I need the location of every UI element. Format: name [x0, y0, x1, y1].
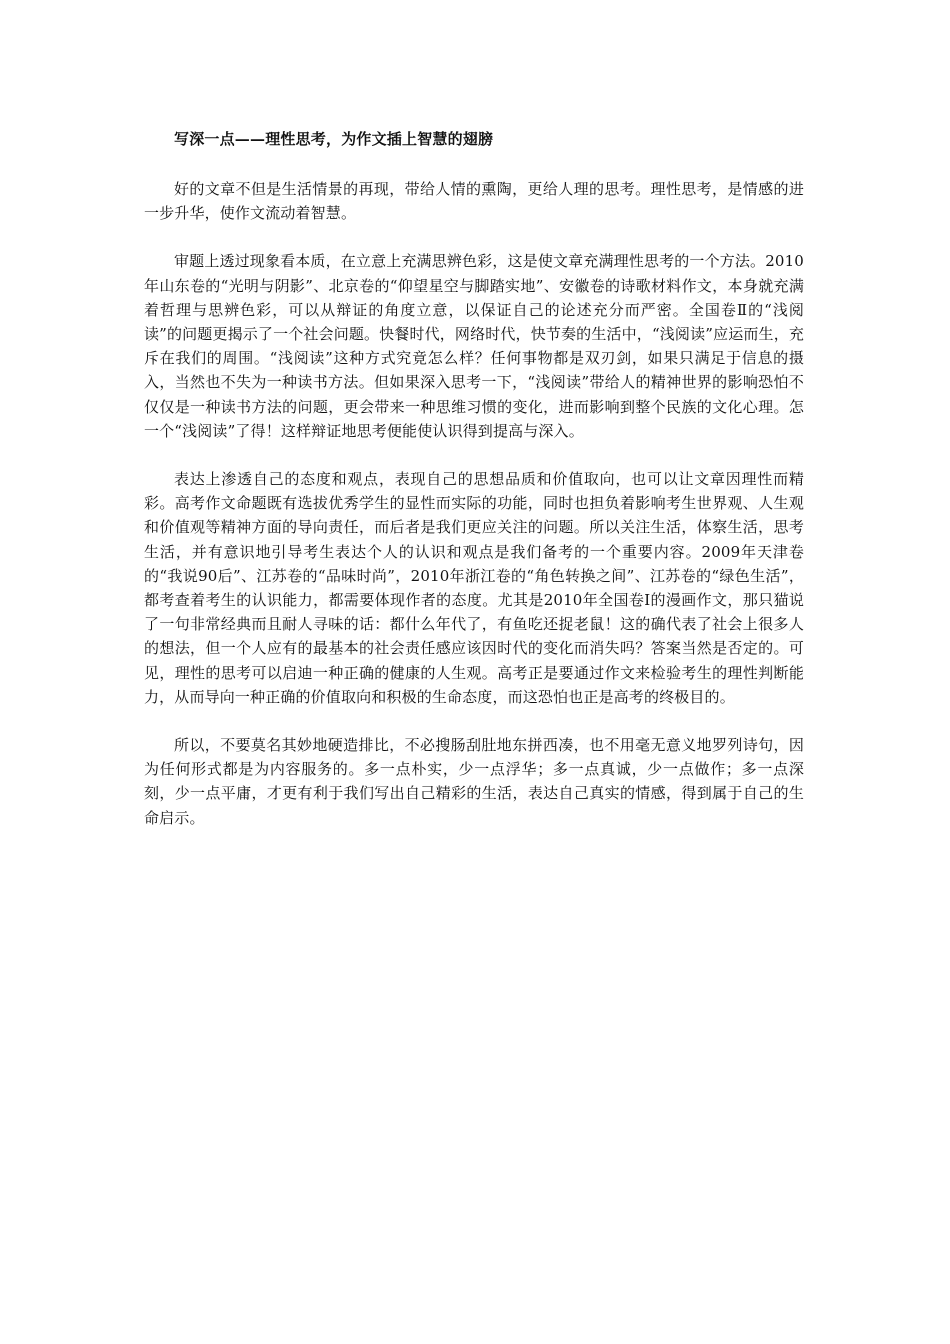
paragraph-intro: 好的文章不但是生活情景的再现，带给人情的熏陶，更给人理的思考。理性思考，是情感的进一步升华，使作文流动着智慧。	[144, 180, 804, 223]
paragraph-attitude-expression: 表达上渗透自己的态度和观点，表现自己的思想品质和价值取向，也可以让文章因理性而精彩。高考作文命题既有选拔优秀学生的显性而实际的功能，同时也担负着影响考生世界观、人生观和价值观等精神方面的导向责任，而后者是我们更应关注的问题。所以关注生活，体察生活，思考生活，并有意识地引导考生表达个人的认识和观点是我们备考的一个重要内容。2009年天津卷的“我说90后”、江苏卷的“品味时尚”，2010年浙江卷的“角色转换之间”、江苏卷的“绿色生活”，都考查着考生的认识能力，都需要体现作者的态度。尤其是2010年全国卷Ⅰ的漫画作文，那只猫说了一句非常经典而且耐人寻味的话：都什么年代了，有鱼吃还捉老鼠！这的确代表了社会上很多人的想法，但一个人应有的最基本的社会责任感应该因时代的变化而消失吗？答案当然是否定的。可见，理性的思考可以启迪一种正确的健康的人生观。高考正是要通过作文来检验考生的理性判断能力，从而导向一种正确的价值取向和积极的生命态度，而这恐怕也正是高考的终极目的。	[144, 470, 804, 706]
document-page	[144, 127, 804, 854]
paragraph-conclusion: 所以，不要莫名其妙地硬造排比，不必搜肠刮肚地东拼西凑，也不用毫无意义地罗列诗句，因为任何形式都是为内容服务的。多一点朴实，少一点浮华；多一点真诚，少一点做作；多一点深刻，少一点平庸，才更有利于我们写出自己精彩的生活，表达自己真实的情感，得到属于自己的生命启示。	[144, 736, 804, 827]
paragraph-topic-analysis: 审题上透过现象看本质，在立意上充满思辨色彩，这是使文章充满理性思考的一个方法。2010年山东卷的“光明与阴影”、北京卷的“仰望星空与脚踏实地”、安徽卷的诗歌材料作文，本身就充满着哲理与思辨色彩，可以从辩证的角度立意，以保证自己的论述充分而严密。全国卷Ⅱ的“浅阅读”的问题更揭示了一个社会问题。快餐时代，网络时代，快节奏的生活中，“浅阅读”应运而生，充斥在我们的周围。“浅阅读”这种方式究竟怎么样？任何事物都是双刃剑，如果只满足于信息的摄入，当然也不失为一种读书方法。但如果深入思考一下，“浅阅读”带给人的精神世界的影响恐怕不仅仅是一种读书方法的问题，更会带来一种思维习惯的变化，进而影响到整个民族的文化心理。怎一个“浅阅读”了得！这样辩证地思考便能使认识得到提高与深入。	[144, 252, 804, 440]
document-title: 写深一点——理性思考，为作文插上智慧的翅膀	[174, 130, 494, 148]
